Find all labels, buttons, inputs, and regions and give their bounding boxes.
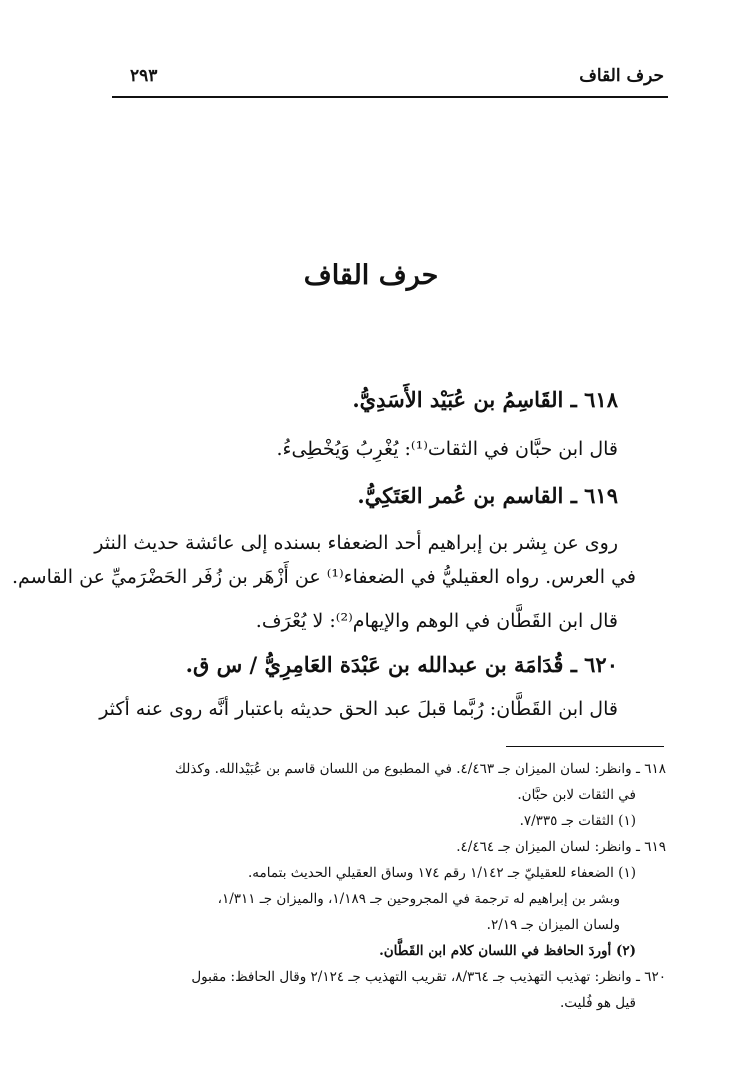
footnote-620-line-1: ٦٢٠ ـ وانظر: تهذيب التهذيب جـ ٨/٣٦٤، تقريب التهذيب جـ ٢/١٢٤ وقال الحافظ: مقبول [191,969,666,985]
footnotes [110,756,666,1016]
footnote-618-line-2: في الثقات لابن حبَّان. [517,787,636,803]
entry-620-text: قال ابن القَطَّان: رُبَّما قبلَ عبد الحق حديثه باعتبار أنَّه روى عنه أكثر [99,698,618,720]
footnote-619-line-1: ٦١٩ ـ وانظر: لسان الميزان جـ ٤/٤٦٤. [456,839,666,855]
footnote-619-note-2: (٢) أوردَ الحافظ في اللسان كلام ابن القَطَّان. [379,943,636,959]
footnote-619-note-1-cont-2: ولسان الميزان جـ ٢/١٩. [486,917,620,933]
footnote-619-note-1-cont: وبشر بن إبراهيم له ترجمة في المجروحين جـ ١/١٨٩، والميزان جـ ١/٣١١، [217,891,620,907]
running-header [112,64,668,98]
footnote-618-line-1: ٦١٨ ـ وانظر: لسان الميزان جـ ٤/٤٦٣. في المطبوع من اللسان قاسم بن عُبَيْدالله. وكذلك [174,761,666,777]
entry-619-text-line-1: روى عن بِشر بن إبراهيم أحد الضعفاء بسنده إلى عائشة حديث النثر [94,532,618,554]
entry-619-heading: ٦١٩ ـ القاسم بن عُمر العَتَكِيُّ. [357,483,618,508]
footnote-divider [506,746,664,747]
footnote-618-note-1: (١) الثقات جـ ٧/٣٣٥. [519,813,636,829]
chapter-title: حرف القاف [303,260,439,291]
header-title: حرف القاف [579,66,664,86]
footnote-620-line-2: قيل هو فُليت. [560,995,636,1011]
entry-618-text: قال ابن حبَّان في الثقات⁽¹⁾: يُغْرِبُ وَيُخْطِىءُ. [276,438,618,460]
footnote-619-note-1: (١) الضعفاء للعقيليّ جـ ١/١٤٢ رقم ١٧٤ وساق العقيلي الحديث بتمامه. [247,865,636,881]
page-number: ٢٩٣ [130,66,158,86]
entry-619-text-line-3: قال ابن القَطَّان في الوهم والإيهام⁽²⁾: لا يُعْرَف. [255,610,618,632]
entry-618-heading: ٦١٨ ـ القَاسِمُ بن عُبَيْد الأَسَدِيُّ. [352,387,618,412]
entry-620-heading: ٦٢٠ ـ قُدَامَة بن عبدالله بن عَبْدَة العَامِرِيُّ / س ق. [185,652,618,677]
entry-619-text-line-2: في العرس. رواه العقيليُّ في الضعفاء⁽¹⁾ عن أَزْهَر بن زُفَر الحَضْرَميِّ عن القاسم. [12,566,636,588]
